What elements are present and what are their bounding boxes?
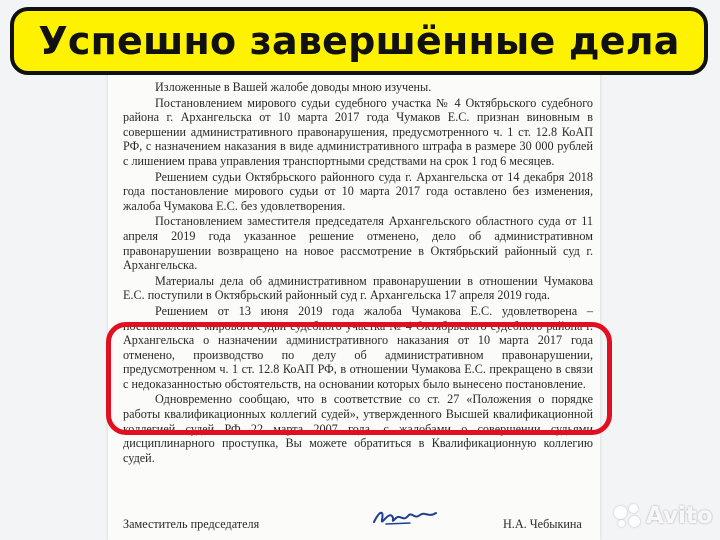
signatory-name: Н.А. Чебыкина xyxy=(503,517,582,531)
signature-mark xyxy=(370,504,440,530)
highlight-frame xyxy=(106,322,612,435)
letter-paragraph-highlighted: Решением от 13 июня 2019 года жалоба Чумакова Е.С. удовлетворена – постановление мирового судьи судебного участка № 4 Октябрьского судебного района г. Архангельска о назначении административного наказания от 10 марта 2017 года отменено, производство по делу об административном правонарушении, предусмотренном ч. 1 ст. 12.8 КоАП РФ, в отношении Чумакова Е.С. прекращено в связи с недоказанностью обстоятельств, на основании которых было вынесено постановление. xyxy=(123,303,593,391)
letter-paragraph: Постановлением мирового судьи судебного участка № 4 Октябрьского судебного района г. Архангельска от 10 марта 2017 года Чумаков Е.С. признан виновным в совершении административного правонарушения, предусмотренного ч. 1 ст. 12.8 КоАП РФ, с назначением наказания в виде административного штрафа в размере 30 000 рублей с лишением права управления транспортными средствами на срок 1 год 6 месяцев. xyxy=(123,95,593,168)
letter-paragraph: Одновременно сообщаю, что в соответствие со ст. 27 «Положения о порядке работы квалификационных коллегий судей», утвержденного Высшей квалификационной коллегией судей РФ 22 марта 2007 года, с жалобами о совершении судьями дисциплинарного проступка, Вы можете обратиться в Квалификационную коллегию судей. xyxy=(123,392,593,465)
signatory-title: Заместитель председателя xyxy=(123,517,260,531)
avito-watermark xyxy=(614,503,713,529)
title-banner xyxy=(10,7,708,75)
banner-title: Успешно завершённые дела xyxy=(38,19,680,63)
letter-paragraph: Материалы дела об административном правонарушении в отношении Чумакова Е.С. поступили в Октябрьский районный суд г. Архангельска 17 апреля 2019 года. xyxy=(123,273,593,303)
avito-logo-icon xyxy=(614,504,642,528)
letter-paragraph: Постановлением заместителя председателя Архангельского областного суда от 11 апреля 2019 года указанное решение отменено, дело об административном правонарушении возвращено на новое рассмотрение в Октябрьский районный суд г. Архангельска. xyxy=(123,214,593,273)
letter-paragraph: Решением судьи Октябрьского районного суда г. Архангельска от 14 декабря 2018 года постановление мирового судьи от 10 марта 2017 года оставлено без изменения, жалоба Чумакова Е.С. без удовлетворения. xyxy=(123,169,593,213)
letter-paragraph: Изложенные в Вашей жалобе доводы мною изучены. xyxy=(155,80,432,94)
avito-wordmark: Avito xyxy=(646,503,713,529)
